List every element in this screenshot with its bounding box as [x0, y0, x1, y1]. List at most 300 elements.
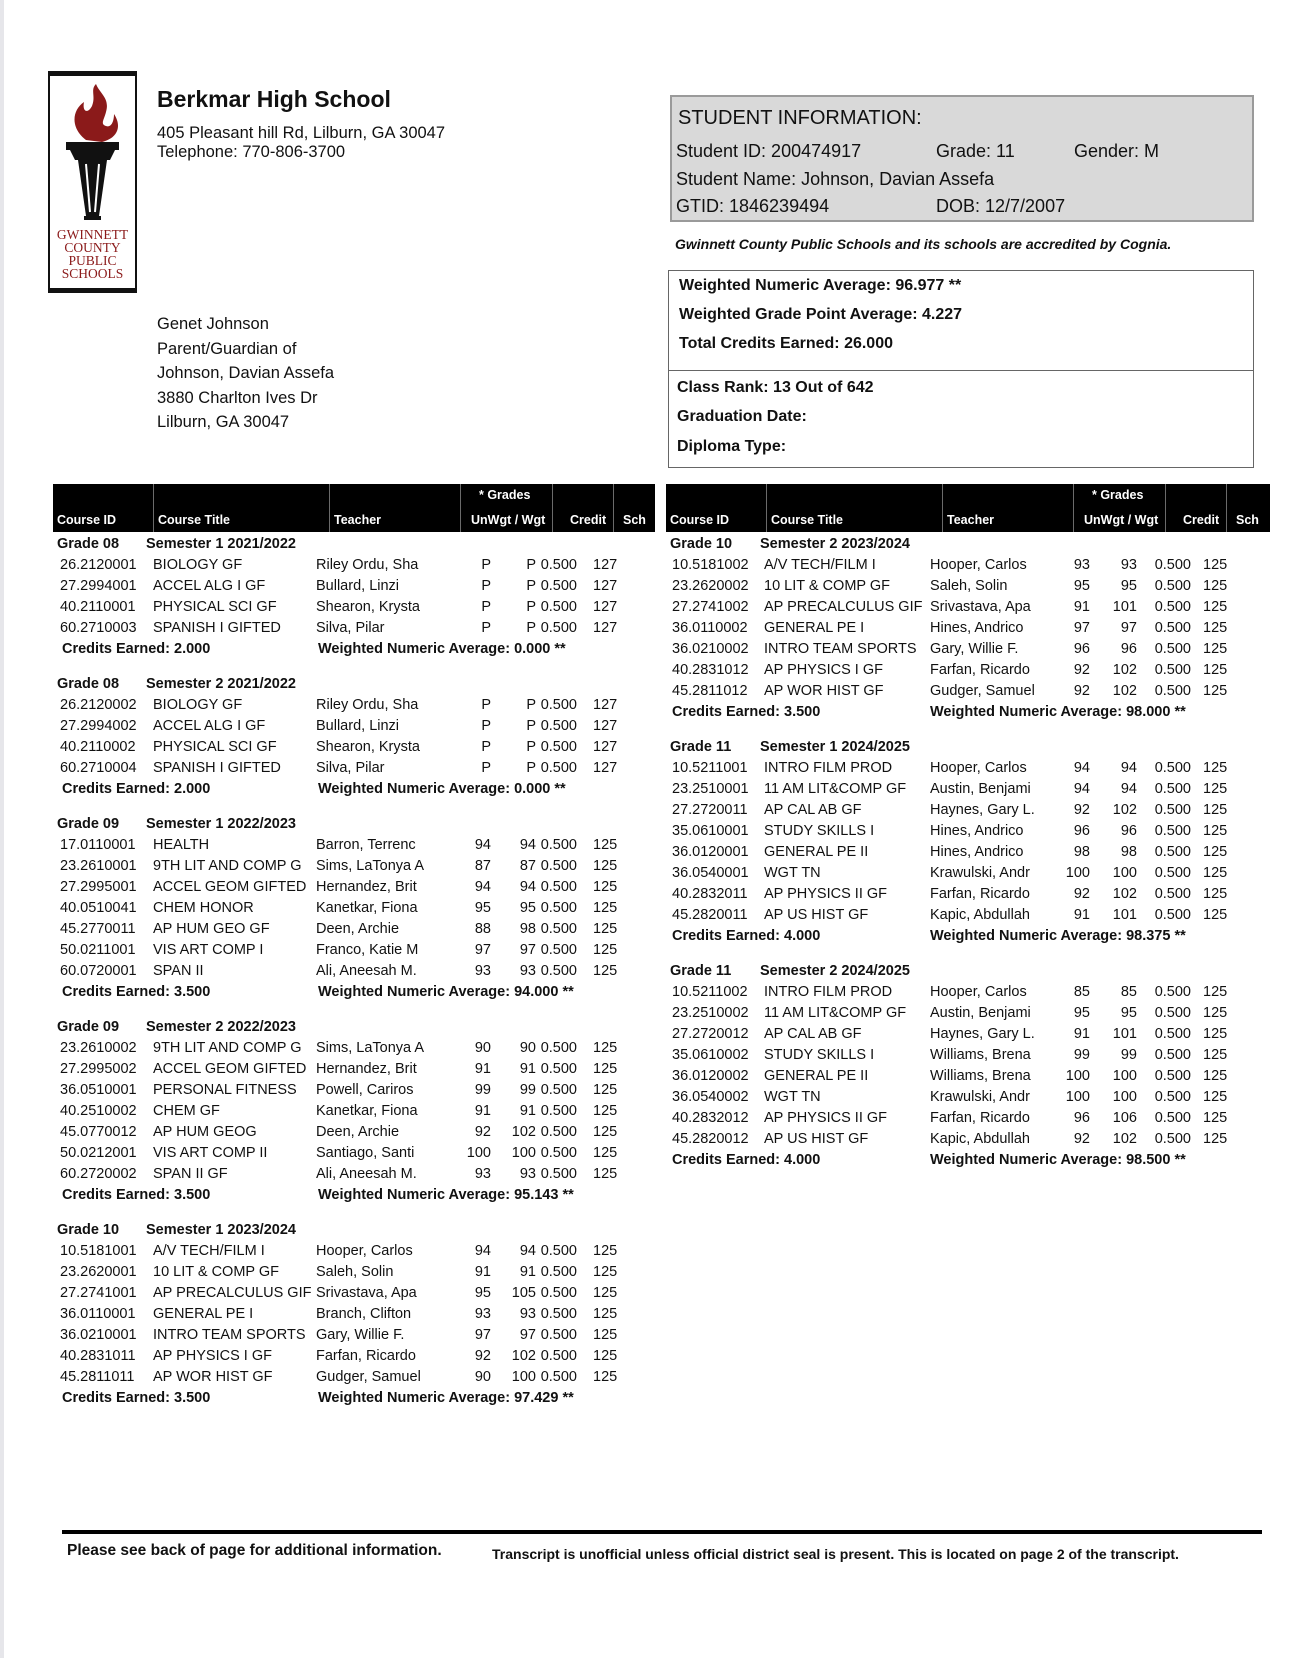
term-summary [666, 1150, 1270, 1171]
course-title: PHYSICAL SCI GF [153, 739, 277, 755]
term-grade: Grade 11 [670, 963, 732, 979]
teacher: Sims, LaTonya A [316, 1040, 424, 1056]
teacher: Gudger, Samuel [930, 683, 1035, 699]
transcript-rows [666, 532, 1270, 1171]
course-title: 9TH LIT AND COMP G [153, 1040, 302, 1056]
teacher: Hernandez, Brit [316, 1061, 417, 1077]
course-title: AP HUM GEOG [153, 1124, 257, 1140]
course-title: AP HUM GEO GF [153, 921, 270, 937]
teacher: Krawulski, Andr [930, 865, 1030, 881]
credit: 0.500 [540, 921, 577, 937]
parent-relation: Parent/Guardian of [157, 339, 297, 358]
credit: 0.500 [1154, 907, 1191, 923]
teacher: Haynes, Gary L. [930, 1026, 1035, 1042]
school-code: 125 [593, 942, 618, 958]
teacher: Gary, Willie F. [930, 641, 1019, 657]
teacher: Hooper, Carlos [930, 984, 1027, 1000]
term-grade: Grade 09 [57, 816, 120, 832]
school-code: 125 [593, 1243, 618, 1259]
course-title: A/V TECH/FILM I [153, 1243, 265, 1259]
weighted-grade: 96 [1120, 823, 1137, 839]
weighted-grade: 102 [1112, 802, 1137, 818]
unweighted-grade: 92 [1073, 802, 1090, 818]
unweighted-grade: 91 [1073, 907, 1090, 923]
weighted-grade: 105 [511, 1285, 536, 1301]
course-row [666, 821, 1270, 842]
unweighted-grade: 100 [1065, 1068, 1090, 1084]
teacher: Kanetkar, Fiona [316, 900, 418, 916]
school-code: 125 [1203, 823, 1228, 839]
teacher: Hooper, Carlos [930, 557, 1027, 573]
course-row [666, 681, 1270, 702]
teacher: Ali, Aneesah M. [316, 963, 417, 979]
course-title: AP PHYSICS I GF [153, 1348, 272, 1364]
student-gtid: GTID: 1846239494 [676, 196, 830, 216]
student-info-title: STUDENT INFORMATION: [678, 107, 922, 129]
transcript-rows [53, 532, 655, 1409]
credit: 0.500 [540, 697, 577, 713]
term-grade: Grade 10 [670, 536, 733, 552]
weighted-grade: P [526, 578, 536, 594]
teacher: Farfan, Ricardo [930, 662, 1030, 678]
course-title: CHEM GF [153, 1103, 220, 1119]
term-semester: Semester 1 2023/2024 [146, 1222, 296, 1238]
course-row [53, 961, 655, 982]
course-row [666, 555, 1270, 576]
term-summary [666, 702, 1270, 723]
course-id: 36.0540002 [672, 1089, 749, 1105]
school-code: 127 [593, 760, 618, 776]
credit: 0.500 [540, 1327, 577, 1343]
school-code: 125 [593, 900, 618, 916]
credit: 0.500 [1154, 823, 1191, 839]
unweighted-grade: 92 [474, 1124, 491, 1140]
teacher: Kanetkar, Fiona [316, 1103, 418, 1119]
course-id: 10.5211002 [672, 984, 748, 1000]
course-id: 23.2510001 [672, 781, 749, 797]
school-code: 125 [593, 1369, 618, 1385]
school-code: 125 [1203, 1089, 1228, 1105]
credit: 0.500 [1154, 683, 1191, 699]
course-title: 10 LIT & COMP GF [764, 578, 890, 594]
course-row [53, 737, 655, 758]
school-code: 125 [1203, 886, 1228, 902]
credit: 0.500 [1154, 1026, 1191, 1042]
term-semester: Semester 2 2022/2023 [146, 1019, 296, 1035]
course-row [666, 1108, 1270, 1129]
course-row [666, 576, 1270, 597]
weighted-grade: 94 [1120, 760, 1137, 776]
credit: 0.500 [540, 1082, 577, 1098]
school-code: 127 [593, 739, 618, 755]
credit: 0.500 [540, 837, 577, 853]
term-credits: Credits Earned: 3.500 [62, 984, 211, 1000]
weighted-grade: 98 [1120, 844, 1137, 860]
credit: 0.500 [540, 760, 577, 776]
school-code: 125 [593, 1145, 618, 1161]
credit: 0.500 [540, 858, 577, 874]
school-code: 125 [1203, 1110, 1228, 1126]
weighted-grade: 102 [1112, 886, 1137, 902]
course-title: AP PRECALCULUS GIF [764, 599, 923, 615]
school-code: 125 [1203, 1131, 1228, 1147]
course-id: 45.0770012 [60, 1124, 137, 1140]
school-code: 125 [1203, 984, 1228, 1000]
credit: 0.500 [1154, 1068, 1191, 1084]
credit: 0.500 [1154, 984, 1191, 1000]
teacher: Kapic, Abdullah [930, 1131, 1030, 1147]
credit: 0.500 [1154, 886, 1191, 902]
term-header [53, 534, 655, 555]
course-title: AP WOR HIST GF [153, 1369, 273, 1385]
teacher: Farfan, Ricardo [930, 886, 1030, 902]
weighted-grade: P [526, 557, 536, 573]
weighted-grade: 102 [1112, 683, 1137, 699]
term-header [666, 961, 1270, 982]
course-row [53, 877, 655, 898]
teacher: Gary, Willie F. [316, 1327, 405, 1343]
weighted-numeric-average: Weighted Numeric Average: 96.977 ** [679, 277, 962, 294]
weighted-grade: 95 [1120, 1005, 1137, 1021]
unweighted-grade: 90 [474, 1369, 491, 1385]
unweighted-grade: 92 [1073, 1131, 1090, 1147]
unweighted-grade: 91 [474, 1103, 491, 1119]
course-id: 40.2831012 [672, 662, 749, 678]
unweighted-grade: P [481, 760, 491, 776]
credit: 0.500 [1154, 760, 1191, 776]
parent-student-name: Johnson, Davian Assefa [157, 364, 335, 382]
course-row [53, 835, 655, 856]
unweighted-grade: 95 [1073, 1005, 1090, 1021]
course-row [53, 1101, 655, 1122]
school-code: 125 [593, 1103, 618, 1119]
footer-note: Please see back of page for additional information. [67, 1542, 442, 1559]
course-id: 45.2770011 [60, 921, 136, 937]
block-spacer [53, 660, 655, 674]
weighted-grade: 102 [1112, 662, 1137, 678]
table-header [53, 484, 655, 532]
course-id: 23.2620001 [60, 1264, 137, 1280]
course-id: 27.2720011 [672, 802, 748, 818]
unweighted-grade: 96 [1073, 641, 1090, 657]
weighted-grade: 106 [1112, 1110, 1137, 1126]
credit: 0.500 [1154, 865, 1191, 881]
school-code: 125 [1203, 1005, 1228, 1021]
course-row [53, 898, 655, 919]
credit: 0.500 [540, 963, 577, 979]
course-title: GENERAL PE II [764, 1068, 869, 1084]
course-id: 23.2510002 [672, 1005, 749, 1021]
course-title: STUDY SKILLS I [764, 823, 875, 839]
credit: 0.500 [540, 1061, 577, 1077]
course-id: 10.5181002 [672, 557, 749, 573]
course-row [666, 660, 1270, 681]
course-title: ACCEL GEOM GIFTED [153, 1061, 307, 1077]
term-summary [53, 982, 655, 1003]
school-code: 125 [1203, 781, 1228, 797]
unweighted-grade: 93 [474, 1306, 491, 1322]
school-code: 125 [593, 1348, 618, 1364]
credit: 0.500 [540, 1124, 577, 1140]
course-title: 9TH LIT AND COMP G [153, 858, 302, 874]
course-title: SPANISH I GIFTED [153, 620, 281, 636]
credit: 0.500 [540, 1306, 577, 1322]
course-title: GENERAL PE II [764, 844, 869, 860]
col-course-title: Course Title [771, 513, 844, 527]
course-id: 26.2120001 [60, 557, 137, 573]
course-row [53, 758, 655, 779]
course-id: 23.2610002 [60, 1040, 137, 1056]
school-code: 127 [593, 578, 618, 594]
term-weighted-average: Weighted Numeric Average: 97.429 ** [318, 1390, 574, 1406]
course-title: 10 LIT & COMP GF [153, 1264, 279, 1280]
student-grade: Grade: 11 [936, 141, 1015, 161]
unweighted-grade: 91 [474, 1264, 491, 1280]
weighted-grade: 94 [519, 837, 536, 853]
credit: 0.500 [1154, 662, 1191, 678]
term-credits: Credits Earned: 3.500 [62, 1187, 211, 1203]
weighted-grade: 91 [519, 1103, 536, 1119]
course-row [53, 1367, 655, 1388]
unweighted-grade: 94 [474, 837, 491, 853]
course-id: 27.2720012 [672, 1026, 749, 1042]
course-row [53, 1241, 655, 1262]
course-row [53, 1122, 655, 1143]
course-title: AP PHYSICS I GF [764, 662, 883, 678]
credit: 0.500 [1154, 557, 1191, 573]
credit: 0.500 [540, 620, 577, 636]
term-weighted-average: Weighted Numeric Average: 95.143 ** [318, 1187, 574, 1203]
credit: 0.500 [540, 1264, 577, 1280]
student-gender: Gender: M [1074, 141, 1160, 161]
teacher: Silva, Pilar [316, 620, 385, 636]
term-weighted-average: Weighted Numeric Average: 98.500 ** [930, 1152, 1186, 1168]
teacher: Barron, Terrenc [316, 837, 416, 853]
credit: 0.500 [1154, 599, 1191, 615]
weighted-grade: 94 [519, 1243, 536, 1259]
course-row [53, 1164, 655, 1185]
credit: 0.500 [1154, 802, 1191, 818]
teacher: Powell, Cariros [316, 1082, 414, 1098]
weighted-grade: 101 [1112, 599, 1137, 615]
teacher: Santiago, Santi [316, 1145, 415, 1161]
teacher: Ali, Aneesah M. [316, 1166, 417, 1182]
credit: 0.500 [1154, 781, 1191, 797]
course-title: AP US HIST GF [764, 907, 869, 923]
credit: 0.500 [1154, 620, 1191, 636]
credit: 0.500 [540, 1040, 577, 1056]
term-grade: Grade 08 [57, 676, 120, 692]
course-id: 27.2741001 [60, 1285, 137, 1301]
unweighted-grade: 94 [1073, 760, 1090, 776]
school-code: 125 [593, 1264, 618, 1280]
school-code: 125 [1203, 683, 1228, 699]
weighted-grade: P [526, 620, 536, 636]
unweighted-grade: 88 [474, 921, 491, 937]
footer-disclaimer: Transcript is unofficial unless official district seal is present. This is located on page 2 of the transcript. [492, 1546, 1179, 1562]
term-summary [53, 779, 655, 800]
term-credits: Credits Earned: 2.000 [62, 781, 211, 797]
school-code: 127 [593, 697, 618, 713]
teacher: Hines, Andrico [930, 844, 1024, 860]
teacher: Bullard, Linzi [316, 578, 400, 594]
unweighted-grade: 97 [1073, 620, 1090, 636]
student-info-box [670, 95, 1254, 222]
teacher: Shearon, Krysta [316, 599, 420, 615]
col-course-title: Course Title [158, 513, 231, 527]
school-code: 125 [593, 879, 618, 895]
parent-name: Genet Johnson [157, 315, 269, 333]
term-summary [666, 926, 1270, 947]
course-row [666, 1024, 1270, 1045]
course-row [666, 618, 1270, 639]
school-code: 125 [593, 1061, 618, 1077]
course-id: 10.5211001 [672, 760, 748, 776]
teacher: Riley Ordu, Sha [316, 557, 419, 573]
term-grade: Grade 08 [57, 536, 120, 552]
course-id: 36.0110002 [672, 620, 748, 636]
weighted-grade: 93 [519, 963, 536, 979]
course-id: 36.0510001 [60, 1082, 137, 1098]
block-spacer [53, 1206, 655, 1220]
unweighted-grade: 92 [1073, 683, 1090, 699]
course-id: 40.2110002 [60, 739, 136, 755]
parent-street: 3880 Charlton Ives Dr [157, 388, 318, 407]
school-code: 125 [593, 1327, 618, 1343]
col-credit: Credit [1183, 513, 1220, 527]
term-weighted-average: Weighted Numeric Average: 0.000 ** [318, 641, 566, 657]
unweighted-grade: 98 [1073, 844, 1090, 860]
credit: 0.500 [540, 1369, 577, 1385]
course-row [53, 1304, 655, 1325]
teacher: Kapic, Abdullah [930, 907, 1030, 923]
credit: 0.500 [540, 718, 577, 734]
teacher: Silva, Pilar [316, 760, 385, 776]
unweighted-grade: P [481, 599, 491, 615]
course-id: 45.2820012 [672, 1131, 749, 1147]
school-code: 125 [593, 1166, 618, 1182]
course-title: PHYSICAL SCI GF [153, 599, 277, 615]
class-rank: Class Rank: 13 Out of 642 [677, 379, 874, 396]
student-dob: DOB: 12/7/2007 [936, 196, 1066, 216]
course-row [53, 1038, 655, 1059]
course-id: 40.2831011 [60, 1348, 136, 1364]
weighted-grade: P [526, 760, 536, 776]
course-id: 50.0211001 [60, 942, 136, 958]
course-id: 26.2120002 [60, 697, 137, 713]
unweighted-grade: 85 [1073, 984, 1090, 1000]
weighted-grade: 97 [1120, 620, 1137, 636]
col-teacher: Teacher [947, 513, 995, 527]
block-spacer [53, 800, 655, 814]
credit: 0.500 [1154, 1131, 1191, 1147]
unweighted-grade: 94 [474, 1243, 491, 1259]
course-title: AP PHYSICS II GF [764, 1110, 888, 1126]
district-logo [48, 71, 137, 293]
course-row [53, 1262, 655, 1283]
weighted-grade: 90 [519, 1040, 536, 1056]
course-title: ACCEL ALG I GF [153, 718, 266, 734]
course-title: STUDY SKILLS I [764, 1047, 875, 1063]
course-row [666, 779, 1270, 800]
unweighted-grade: 92 [1073, 662, 1090, 678]
term-weighted-average: Weighted Numeric Average: 98.375 ** [930, 928, 1186, 944]
course-id: 27.2741002 [672, 599, 749, 615]
weighted-grade: 100 [511, 1145, 536, 1161]
credit: 0.500 [540, 1103, 577, 1119]
unweighted-grade: 92 [474, 1348, 491, 1364]
weighted-grade: 93 [1120, 557, 1137, 573]
course-title: HEALTH [153, 837, 210, 853]
teacher: Hooper, Carlos [930, 760, 1027, 776]
term-weighted-average: Weighted Numeric Average: 94.000 ** [318, 984, 574, 1000]
unweighted-grade: 91 [474, 1061, 491, 1077]
term-weighted-average: Weighted Numeric Average: 0.000 ** [318, 781, 566, 797]
term-header [53, 674, 655, 695]
weighted-grade: 98 [519, 921, 536, 937]
school-code: 127 [593, 557, 618, 573]
course-row [53, 1283, 655, 1304]
course-id: 40.2832012 [672, 1110, 749, 1126]
page-edge [0, 0, 4, 1658]
weighted-grade: 101 [1112, 907, 1137, 923]
course-title: SPAN II GF [153, 1166, 228, 1182]
school-code: 125 [1203, 1026, 1228, 1042]
weighted-grade: 91 [519, 1264, 536, 1280]
unweighted-grade: 99 [474, 1082, 491, 1098]
course-title: INTRO FILM PROD [764, 984, 893, 1000]
term-header [666, 737, 1270, 758]
weighted-grade: 94 [519, 879, 536, 895]
credit: 0.500 [540, 1166, 577, 1182]
unweighted-grade: P [481, 620, 491, 636]
unweighted-grade: P [481, 557, 491, 573]
course-id: 10.5181001 [60, 1243, 137, 1259]
school-code: 125 [1203, 802, 1228, 818]
course-title: 11 AM LIT&COMP GF [764, 1005, 907, 1021]
school-code: 125 [1203, 578, 1228, 594]
term-credits: Credits Earned: 2.000 [62, 641, 211, 657]
term-grade: Grade 10 [57, 1222, 120, 1238]
grades-header: * Grades [479, 488, 531, 502]
school-code: 125 [593, 858, 618, 874]
course-title: VIS ART COMP I [153, 942, 264, 958]
teacher: Austin, Benjami [930, 781, 1031, 797]
unweighted-grade: 95 [474, 1285, 491, 1301]
weighted-grade: 100 [1112, 1089, 1137, 1105]
teacher: Shearon, Krysta [316, 739, 420, 755]
school-street: 405 Pleasant hill Rd, Lilburn, GA 30047 [157, 124, 446, 142]
term-grade: Grade 11 [670, 739, 732, 755]
weighted-grade: 100 [1112, 1068, 1137, 1084]
term-semester: Semester 1 2024/2025 [760, 739, 910, 755]
weighted-grade: 95 [1120, 578, 1137, 594]
course-id: 60.2720002 [60, 1166, 137, 1182]
term-credits: Credits Earned: 4.000 [672, 928, 821, 944]
weighted-grade: P [526, 718, 536, 734]
weighted-grade: 93 [519, 1306, 536, 1322]
weighted-grade: 93 [519, 1166, 536, 1182]
term-summary [53, 1185, 655, 1206]
weighted-grade: 94 [1120, 781, 1137, 797]
unweighted-grade: 100 [1065, 1089, 1090, 1105]
unweighted-grade: P [481, 739, 491, 755]
weighted-grade: 99 [519, 1082, 536, 1098]
gpa-summary-box [668, 270, 1254, 468]
school-code: 127 [593, 599, 618, 615]
summary-divider [669, 370, 1253, 371]
school-code: 127 [593, 620, 618, 636]
